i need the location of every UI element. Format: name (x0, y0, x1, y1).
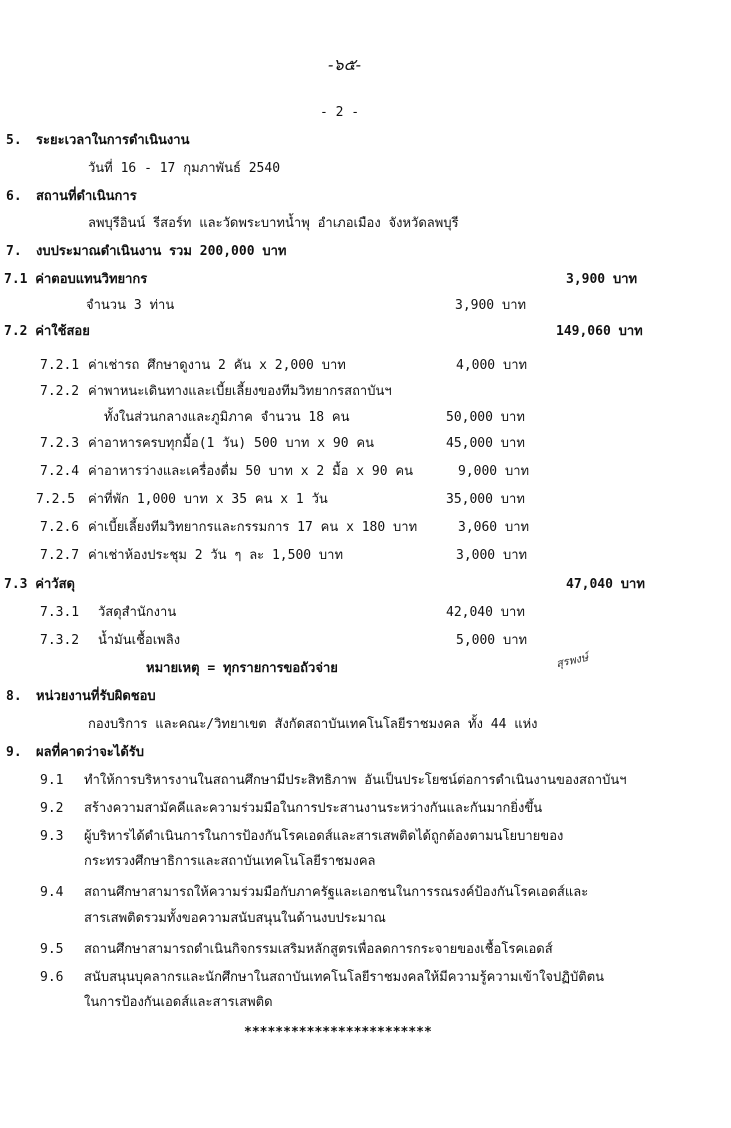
item-9-5-number: 9.5 (40, 942, 64, 957)
section-9-number: 9. (6, 745, 22, 760)
section-8-title: หน่วยงานที่รับผิดชอบ (36, 689, 156, 704)
item-9-2-text: สร้างความสามัคคีและความร่วมมือในการประสานงานระหว่างกันและกันมากยิ่งขึ้น (84, 801, 543, 816)
handwritten-signature: สุรพงษ์ (554, 650, 590, 671)
item-9-3-text: ผู้บริหารได้ดำเนินการในการป้องกันโรคเอดส์และสารเสพติดได้ถูกต้องตามนโยบายของ (84, 829, 564, 844)
item-9-2-number: 9.2 (40, 801, 64, 816)
item-7-2-1-label: ค่าเช่ารถ ศึกษาดูงาน 2 คัน x 2,000 บาท (88, 358, 346, 373)
section-8-number: 8. (6, 689, 22, 704)
section-7-2-title: 7.2 ค่าใช้สอย (4, 324, 90, 339)
item-7-2-7-amount: 3,000 บาท (456, 548, 528, 563)
section-6-text: ลพบุรีอินน์ รีสอร์ท และวัดพระบาทน้ำพุ อำเภอเมือง จังหวัดลพบุรี (88, 216, 459, 231)
section-7-1-item-label: จำนวน 3 ท่าน (86, 298, 175, 313)
section-5-title: ระยะเวลาในการดำเนินงาน (36, 133, 190, 148)
item-7-3-2-label: น้ำมันเชื้อเพลิง (98, 633, 181, 648)
item-7-2-2-amount: 50,000 บาท (446, 410, 525, 425)
section-7-3-note: หมายเหตุ = ทุกรายการขอถัวจ่าย (146, 661, 338, 676)
item-7-2-3-number: 7.2.3 (40, 436, 80, 451)
item-9-4-number: 9.4 (40, 885, 64, 900)
item-9-3-number: 9.3 (40, 829, 64, 844)
item-7-2-4-amount: 9,000 บาท (458, 464, 530, 479)
item-9-4-text: สถานศึกษาสามารถให้ความร่วมมือกับภาครัฐและเอกชนในการรณรงค์ป้องกันโรคเอดส์และ (84, 885, 589, 900)
section-7-2-total: 149,060 บาท (556, 324, 643, 339)
handwritten-page-mark: -๖๕- (328, 55, 362, 74)
item-7-2-2-label: ค่าพาหนะเดินทางและเบี้ยเลี้ยงของทีมวิทยากรสถาบันฯ (88, 384, 392, 399)
item-9-1-number: 9.1 (40, 773, 64, 788)
item-7-2-1-amount: 4,000 บาท (456, 358, 528, 373)
item-7-2-3-label: ค่าอาหารครบทุกมื้อ(1 วัน) 500 บาท x 90 คน (88, 436, 374, 451)
item-9-4-text-cont: สารเสพติดรวมทั้งขอความสนับสนุนในด้านงบประมาณ (84, 911, 386, 926)
section-6-title: สถานที่ดำเนินการ (36, 189, 137, 204)
item-7-2-7-number: 7.2.7 (40, 548, 80, 563)
item-7-3-2-amount: 5,000 บาท (456, 633, 528, 648)
item-7-2-5-amount: 35,000 บาท (446, 492, 525, 507)
section-7-3-total: 47,040 บาท (566, 577, 645, 592)
section-7-3-title: 7.3 ค่าวัสดุ (4, 577, 75, 592)
section-7-title: งบประมาณดำเนินงาน รวม 200,000 บาท (36, 244, 287, 259)
item-9-6-number: 9.6 (40, 970, 64, 985)
section-7-1-title: 7.1 ค่าตอบแทนวิทยากร (4, 272, 148, 287)
item-7-3-2-number: 7.3.2 (40, 633, 80, 648)
item-7-2-6-label: ค่าเบี้ยเลี้ยงทีมวิทยากรและกรรมการ 17 คน x 180 บาท (88, 520, 418, 535)
item-7-2-5-label: ค่าที่พัก 1,000 บาท x 35 คน x 1 วัน (88, 492, 328, 507)
item-7-2-6-amount: 3,060 บาท (458, 520, 530, 535)
section-6-number: 6. (6, 189, 22, 204)
page-number: - 2 - (320, 105, 360, 120)
item-7-2-4-number: 7.2.4 (40, 464, 80, 479)
item-7-2-5-number: 7.2.5 (36, 492, 76, 507)
section-7-number: 7. (6, 244, 22, 259)
item-9-3-text-cont: กระทรวงศึกษาธิการและสถาบันเทคโนโลยีราชมงคล (84, 854, 376, 869)
item-9-6-text-cont: ในการป้องกันเอดส์และสารเสพติด (84, 995, 273, 1010)
section-7-1-total: 3,900 บาท (566, 272, 638, 287)
item-7-3-1-number: 7.3.1 (40, 605, 80, 620)
item-9-1-text: ทำให้การบริหารงานในสถานศึกษามีประสิทธิภาพ อันเป็นประโยชน์ต่อการดำเนินงานของสถาบันฯ (84, 773, 627, 788)
end-asterisk-line: ************************ (244, 1025, 432, 1040)
section-5-number: 5. (6, 133, 22, 148)
item-9-6-text: สนับสนุนบุคลากรและนักศึกษาในสถาบันเทคโนโลยีราชมงคลให้มีความรู้ความเข้าใจปฏิบัติตน (84, 970, 605, 985)
section-8-text: กองบริการ และคณะ/วิทยาเขต สังกัดสถาบันเทคโนโลยีราชมงคล ทั้ง 44 แห่ง (88, 717, 538, 732)
item-7-2-2-label-cont: ทั้งในส่วนกลางและภูมิภาค จำนวน 18 คน (104, 410, 350, 425)
item-7-2-3-amount: 45,000 บาท (446, 436, 525, 451)
item-9-5-text: สถานศึกษาสามารถดำเนินกิจกรรมเสริมหลักสูตรเพื่อลดการกระจายของเชื้อโรคเอดส์ (84, 942, 553, 957)
section-7-1-item-amount: 3,900 บาท (455, 298, 527, 313)
item-7-2-7-label: ค่าเช่าห้องประชุม 2 วัน ๆ ละ 1,500 บาท (88, 548, 344, 563)
section-5-text: วันที่ 16 - 17 กุมภาพันธ์ 2540 (88, 161, 281, 176)
item-7-2-4-label: ค่าอาหารว่างและเครื่องดื่ม 50 บาท x 2 มื้อ x 90 คน (88, 464, 413, 479)
item-7-3-1-amount: 42,040 บาท (446, 605, 525, 620)
item-7-2-6-number: 7.2.6 (40, 520, 80, 535)
section-9-title: ผลที่คาดว่าจะได้รับ (36, 745, 145, 760)
item-7-3-1-label: วัสดุสำนักงาน (98, 605, 177, 620)
item-7-2-2-number: 7.2.2 (40, 384, 80, 399)
item-7-2-1-number: 7.2.1 (40, 358, 80, 373)
